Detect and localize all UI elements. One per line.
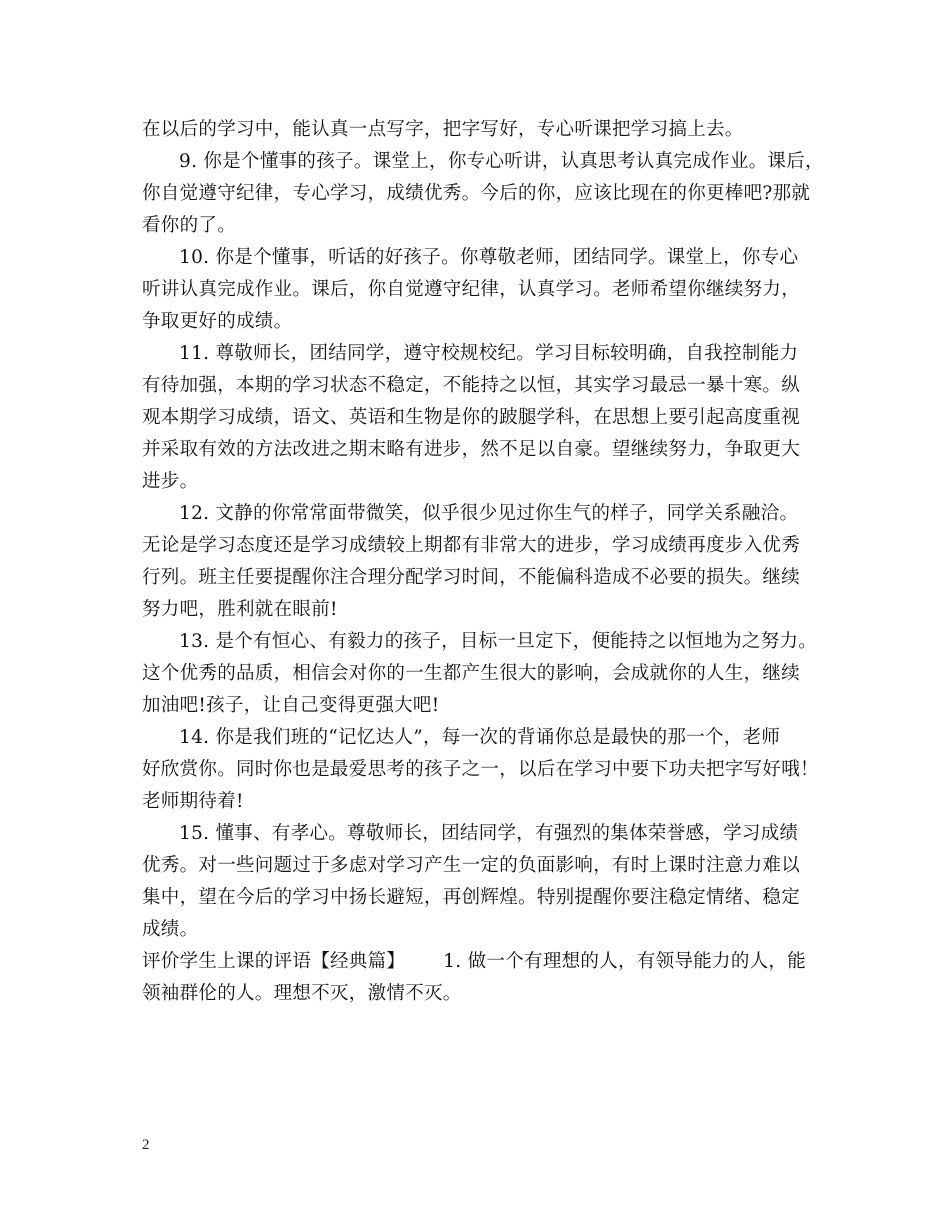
comment-13-line: 这个优秀的品质，相信会对你的一生都产生很大的影响，会成就你的人生，继续: [142, 663, 801, 684]
comment-12-line: 努力吧，胜利就在眼前!: [142, 599, 338, 620]
comment-14-line: 14. 你是我们班的“记忆达人”，每一次的背诵你总是最快的那一个，老师: [179, 727, 781, 748]
comment-9-line: 看你的了。: [142, 215, 237, 236]
comment-12-line: 12. 文静的你常常面带微笑，似乎很少见过你生气的样子，同学关系融洽。: [179, 503, 799, 524]
section-continuation-line: 领袖群伦的人。理想不灭，激情不灭。: [142, 983, 462, 1004]
comment-15-line: 优秀。对一些问题过于多虑对学习产生一定的负面影响，有时上课时注意力难以: [142, 855, 801, 876]
comment-15-line: 集中，望在今后的学习中扬长避短，再创辉煌。特别提醒你要注稳定情绪、稳定: [142, 887, 801, 908]
comment-11-line: 观本期学习成绩，语文、英语和生物是你的跛腿学科，在思想上要引起高度重视: [142, 407, 801, 428]
comment-11-line: 11. 尊敬师长，团结同学，遵守校规校纪。学习目标较明确，自我控制能力: [179, 343, 799, 364]
comment-9-line: 你自觉遵守纪律，专心学习，成绩优秀。今后的你，应该比现在的你更棒吧?那就: [142, 183, 811, 204]
document-body: [142, 114, 824, 1010]
comment-11-line: 有待加强，本期的学习状态不稳定，不能持之以恒，其实学习最忌一暴十寒。纵: [142, 375, 801, 396]
section-heading-line: [142, 946, 812, 978]
comment-14-line: 老师期待着!: [142, 791, 244, 812]
page-number: 2: [142, 1137, 150, 1153]
paragraph-line: 在以后的学习中，能认真一点写字，把字写好，专心听课把学习搞上去。: [142, 119, 744, 140]
comment-12-line: 行列。班主任要提醒你注合理分配学习时间，不能偏科造成不必要的损失。继续: [142, 567, 801, 588]
comment-10-line: 10. 你是个懂事，听话的好孩子。你尊敬老师，团结同学。课堂上，你专心: [179, 247, 799, 268]
comment-12-line: 无论是学习态度还是学习成绩较上期都有非常大的进步，学习成绩再度步入优秀: [142, 535, 801, 556]
comment-14-line: 好欣赏你。同时你也是最爱思考的孩子之一，以后在学习中要下功夫把字写好哦！: [142, 759, 819, 780]
comment-15-line: 15. 懂事、有孝心。尊敬师长，团结同学，有强烈的集体荣誉感，学习成绩: [179, 823, 799, 844]
section-first-item: 1. 做一个有理想的人，有领导能力的人，能: [443, 951, 807, 972]
comment-9-line: 9. 你是个懂事的孩子。课堂上，你专心听讲，认真思考认真完成作业。课后，: [179, 151, 824, 172]
comment-10-line: 争取更好的成绩。: [142, 311, 293, 332]
comment-11-line: 进步。: [142, 471, 199, 492]
comment-15-line: 成绩。: [142, 919, 199, 940]
comment-10-line: 听讲认真完成作业。课后，你自觉遵守纪律，认真学习。老师希望你继续努力，: [142, 279, 801, 300]
comment-13-line: 13. 是个有恒心、有毅力的孩子，目标一旦定下，便能持之以恒地为之努力。: [179, 631, 818, 652]
comment-11-line: 并采取有效的方法改进之期末略有进步，然不足以自豪。望继续努力，争取更大: [142, 439, 801, 460]
section-heading: 评价学生上课的评语【经典篇】: [142, 951, 406, 972]
comment-13-line: 加油吧!孩子，让自己变得更强大吧!: [142, 695, 440, 716]
